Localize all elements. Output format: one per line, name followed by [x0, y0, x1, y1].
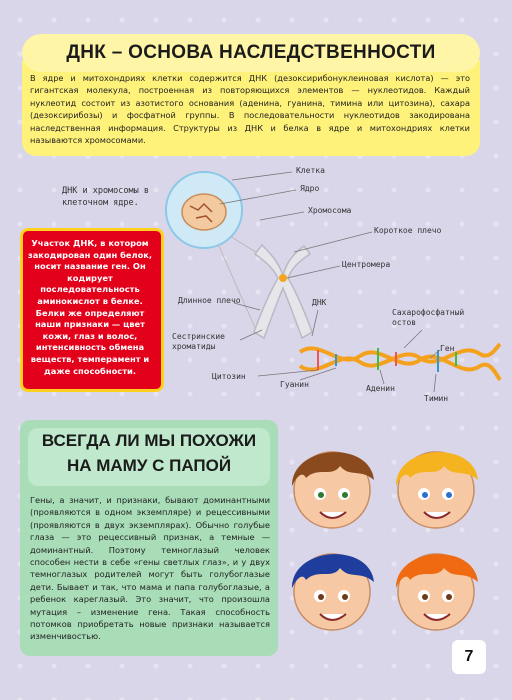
label-sister-chromatids: Сестринские хроматиды — [172, 332, 225, 351]
label-centromere: Центромера — [342, 260, 391, 269]
face-blond-hair — [396, 452, 478, 528]
label-thymine: Тимин — [424, 394, 449, 403]
section-title-dna: ДНК – ОСНОВА НАСЛЕДСТВЕННОСТИ — [22, 34, 480, 72]
label-dna: ДНК — [312, 298, 327, 307]
face-blue-hair — [292, 554, 374, 630]
gene-info-text: Участок ДНК, в котором закодирован один белок, носит название ген. Он кодирует последовательность аминокислот в белке. Белки же определяют наши признаки — цвет кожи, глаз и волос, интенсивность обмена веществ, темперамент и даже способности. — [27, 238, 153, 376]
label-long-arm: Длинное плечо — [178, 296, 241, 305]
face-orange-hair — [396, 554, 478, 630]
label-cytosine: Цитозин — [212, 372, 246, 381]
page-number: 7 — [452, 640, 486, 674]
label-chromosome: Хромосома — [308, 206, 352, 215]
heredity-paragraph: Гены, а значит, и признаки, бывают доминантными (проявляются в одном экземпляре) и рецессивными (проявляются в двух экземплярах). Обычно голубые глаза — это рецессивный признак, а темные — доминантный. Поэтому темноглазый человек способен нести в себе «гены светлых глаз», и у двух темноглазых родителей могут быть голубоглазые дети. Бывает и так, что мама и папа голубоглазые, а ребенок кареглазый. Это значит, что произошла мутация – изменение гена. Такая способность потомков приобретать новые признаки называется изменчивостью. — [30, 495, 270, 642]
label-nucleus: Ядро — [300, 184, 320, 193]
intro-paragraph: В ядре и митохондриях клетки содержится ДНК (дезоксирибонуклеиновая кислота) — это гигантская молекула, построенная из повторяющихся элементов — нуклеотидов. Каждый нуклеотид состоит из азотистого основания (аденина, гуанина, тимина или цитозина), сахара (дезоксирибозы) и фосфатной группы. В последовательности нуклеотидов закодирована наследственная информация. Структуры из ДНК и белка в ядре и митохондриях клетки называются хромосомами. — [30, 73, 470, 146]
diagram-caption: ДНК и хромосомы в клеточном ядре. — [62, 186, 149, 208]
heredity-title-line2: НА МАМУ С ПАПОЙ — [66, 456, 232, 475]
face-brown-hair — [292, 452, 374, 528]
label-cell: Клетка — [296, 166, 325, 175]
label-sugar-phosphate: Сахарофосфатный остов — [392, 308, 465, 327]
label-adenine: Аденин — [366, 384, 395, 393]
heredity-title-line1: ВСЕГДА ЛИ МЫ ПОХОЖИ — [41, 431, 257, 450]
label-short-arm: Короткое плечо — [374, 226, 442, 235]
label-gene: Ген — [440, 344, 455, 353]
label-guanine: Гуанин — [280, 380, 309, 389]
